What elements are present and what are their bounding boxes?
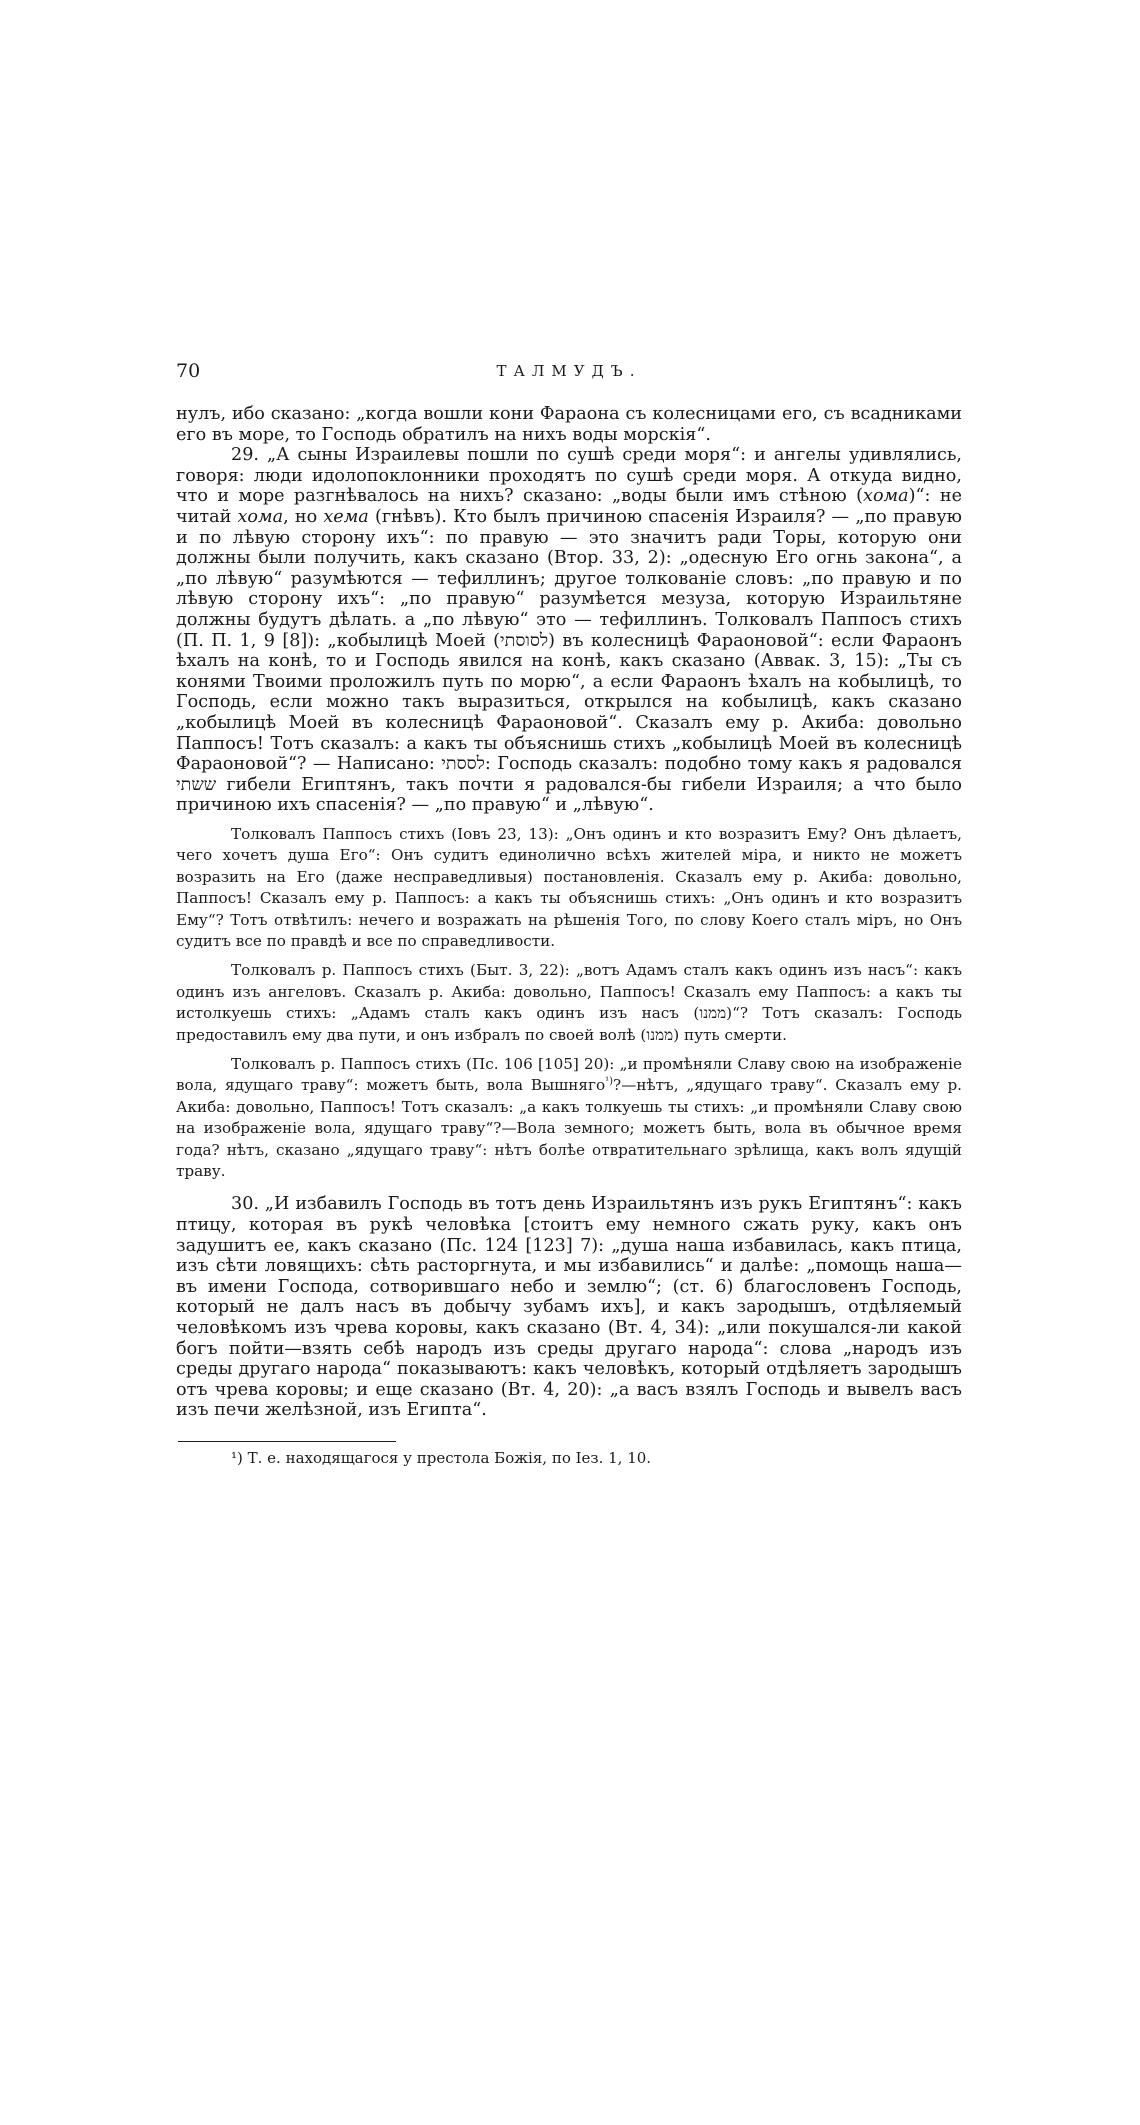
small-paragraph-genesis: Толковалъ р. Паппосъ стихъ (Быт. 3, 22): „вотъ Адамъ сталъ какъ одинъ изъ насъ“: какъ одинъ изъ ангеловъ. Сказалъ р. Акиба: довольно, Паппосъ! Сказалъ ему Паппосъ: а какъ ты истолкуешь стихъ: „Адамъ сталъ какъ одинъ изъ насъ (ממנו)“? Тотъ сказалъ: Господь предоставилъ ему два пути, и онъ избралъ по своей волѣ (ממנו) путь смерти.: [176, 961, 962, 1044]
term-hama-2: хома: [237, 506, 284, 527]
paragraph-29-text-a: 29. „А сыны Израилевы пошли по сушѣ среди моря“: и ангелы удивлялись, говоря: люди идолопоклонники проходятъ по сушѣ среди моря. А откуда видно, что и море разгнѣвалось на нихъ? сказано: „воды были имъ стѣною (: [176, 445, 962, 507]
small-paragraph-psalm: [176, 1054, 962, 1182]
document-page: [176, 360, 962, 1468]
small-paragraph-psalm-text-b: ?—нѣтъ, „ядущаго траву“. Сказалъ ему р. Акиба: довольно, Паппосъ! Тотъ сказалъ: „а какъ толкуешь ты стихъ: „и промѣняли Славу свою на изображеніе вола, ядущаго траву“?—Вола земного; можетъ быть, вола въ обычное время года? нѣтъ, сказано „ядущаго траву“: нѣтъ болѣе отвратительнаго зрѣлища, какъ волъ ядущій траву.: [176, 1076, 962, 1180]
term-hama: хома: [863, 486, 909, 507]
page-number: 70: [176, 360, 201, 382]
paragraph-continuation: нулъ, ибо сказано: „когда вошли кони Фараона съ колесницами его, съ всадниками его въ море, то Господь обратилъ на нихъ воды морскія“.: [176, 404, 962, 445]
footnote-divider: [178, 1441, 396, 1442]
paragraph-29: [176, 445, 962, 816]
small-paragraph-job: Толковалъ Паппосъ стихъ (Іовъ 23, 13): „Онъ одинъ и кто возразитъ Ему? Онъ дѣлаетъ, чего хочетъ душа Его“: Онъ судитъ единолично всѣхъ жителей міра, и никто не можетъ возразить на Его (даже несправедливыя) постановленія. Сказалъ ему р. Акиба: довольно, Паппосъ! Сказалъ ему р. Паппосъ: а какъ ты объяснишь стихъ: „Онъ одинъ и кто возразитъ Ему“? Тотъ отвѣтилъ: нечего и возражать на рѣшенія Того, по слову Коего сталъ міръ, но Онъ судитъ все по правдѣ и все по справедливости.: [176, 824, 962, 950]
footnote-marker: ¹): [231, 1448, 243, 1467]
footnote: [176, 1448, 962, 1468]
paragraph-29-text-d: (гнѣвъ). Кто былъ причиною спасенія Израиля? — „по правую и по лѣвую сторону ихъ“: по правую — это значитъ ради Торы, которую они должны были получить, какъ сказано (Втор. 33, 2): „одесную Его огнь закона“, а „по лѣвую“ разумѣются — тефиллинъ; другое толкованіе словъ: „по правую и по лѣвую сторону ихъ“: „по правую“ разумѣется мезуза, которую Израильтяне должны будутъ дѣлать. а „по лѣвую“ это — тефиллинъ. Толковалъ Паппосъ стихъ (П. П. 1, 9 [8]): „кобылицѣ Моей (לסוסתי) въ колесницѣ Фараоновой“: если Фараонъ ѣхалъ на конѣ, то и Господь явился на конѣ, какъ сказано (Аввак. 3, 15): „Ты съ конями Твоими проложилъ путь по морю“, а если Фараонъ ѣхалъ на кобылицѣ, то Господь, если можно такъ выразиться, открылся на кобылицѣ, какъ сказано „кобылицѣ Моей въ колесницѣ Фараоновой“. Сказалъ ему р. Акиба: довольно Паппосъ! Тотъ сказалъ: а какъ ты объяснишь стихъ „кобылицѣ Моей въ колесницѣ Фараоновой“? — Написано: לססתי: Господь сказалъ: подобно тому какъ я радовался ששתי гибели Египтянъ, такъ почти я радовался-бы гибели Израиля; а что было причиною ихъ спасенія? — „по правую“ и „лѣвую“.: [176, 506, 962, 816]
term-hema: хема: [323, 506, 369, 527]
paragraph-29-text-c: , но: [283, 506, 324, 527]
page-header: [176, 360, 962, 390]
footnote-reference[interactable]: ¹): [605, 1076, 614, 1088]
paragraph-29-text-b: )“: не читай: [176, 486, 962, 527]
paragraph-30: 30. „И избавилъ Господь въ тотъ день Израильтянъ изъ рукъ Египтянъ“: какъ птицу, которая въ рукѣ человѣка [стоитъ ему немного сжать руку, какъ онъ задушитъ ее, какъ сказано (Пс. 124 [123] 7): „душа наша избавилась, какъ птица, изъ сѣти ловящихъ: сѣть расторгнута, и мы избавились“ и далѣе: „помощь наша—въ имени Господа, сотворившаго небо и землю“; (ст. 6) благословенъ Господь, который не далъ насъ въ добычу зубамъ ихъ], и какъ зародышъ, отдѣляемый человѣкомъ изъ чрева коровы, какъ сказано (Вт. 4, 34): „или покушался-ли какой богъ пойти—взять себѣ народъ изъ среды другаго народа“: слова „народъ изъ среды другаго народа“ показываютъ: какъ человѣкъ, который отдѣляетъ зародышъ отъ чрева коровы; и еще сказано (Вт. 4, 20): „а васъ взялъ Господь и вывелъ васъ изъ печи желѣзной, изъ Египта“.: [176, 1194, 962, 1421]
small-paragraph-psalm-text-a: Толковалъ р. Паппосъ стихъ (Пс. 106 [105] 20): „и промѣняли Славу свою на изображеніе вола, ядущаго траву“: можетъ быть, вола Вышняго: [176, 1054, 962, 1095]
running-title: ТАЛМУДЪ.: [496, 362, 642, 380]
footnote-text: Т. е. находящагося у престола Божія, по Іез. 1, 10.: [242, 1448, 652, 1467]
